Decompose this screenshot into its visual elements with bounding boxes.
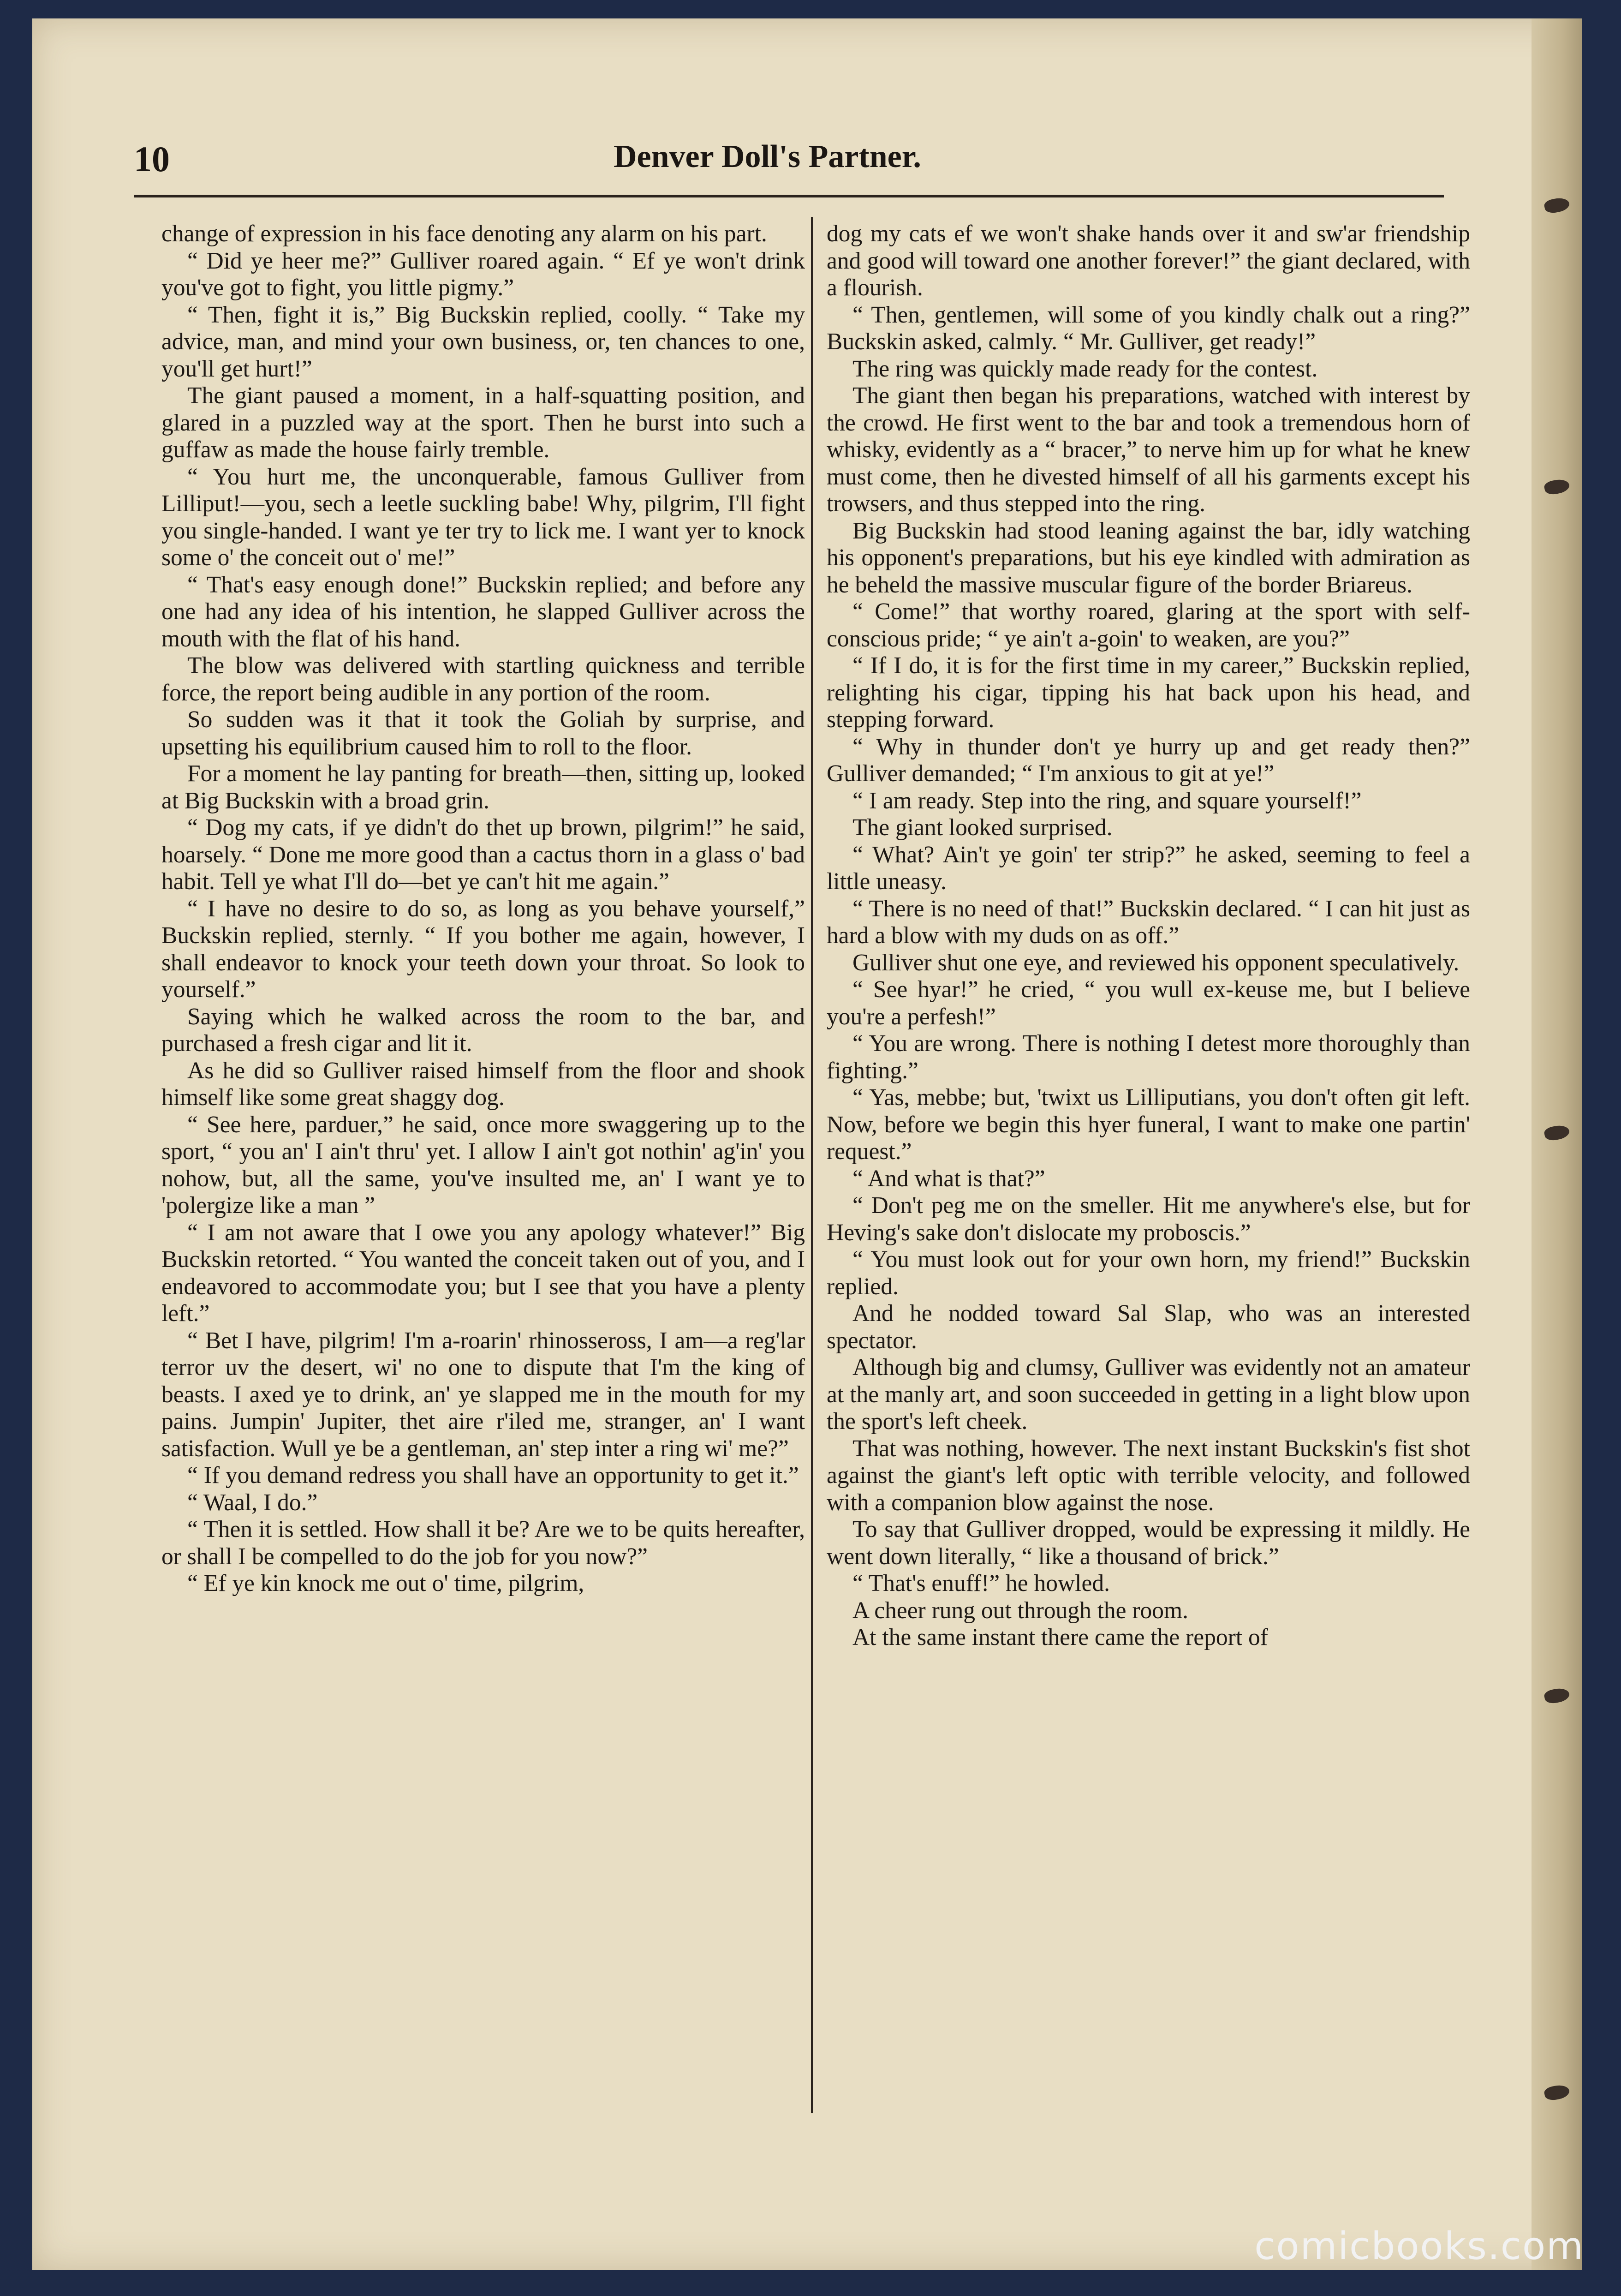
paragraph: For a moment he lay panting for breath—then, sitting up, looked at Big Buckskin with a broad grin. xyxy=(161,760,805,814)
paragraph: “ Don't peg me on the smeller. Hit me anywhere's else, but for Heving's sake don't dislocate my proboscis.” xyxy=(827,1192,1470,1246)
paragraph: dog my cats ef we won't shake hands over it and sw'ar friendship and good will toward one another forever!” the giant declared, with a flourish. xyxy=(827,221,1470,301)
paragraph: The giant paused a moment, in a half-squatting position, and glared in a puzzled way at the sport. Then he burst into such a guffaw as made the house fairly tremble. xyxy=(161,383,805,463)
paragraph: Although big and clumsy, Gulliver was evidently not an amateur at the manly art, and soon succeeded in getting in a light blow upon the sport's left cheek. xyxy=(827,1354,1470,1435)
paragraph: “ What? Ain't ye goin' ter strip?” he asked, seeming to feel a little uneasy. xyxy=(827,841,1470,895)
header-rule xyxy=(134,195,1444,197)
paragraph: The giant looked surprised. xyxy=(852,814,1113,841)
paragraph: The giant then began his preparations, watched with interest by the crowd. He first went to the bar and took a tremendous horn of whisky, evidently as a “ bracer,” to nerve him up for what he knew must come, then he divested himself of all his garments except his trowsers, and thus stepped into the ring. xyxy=(827,383,1470,517)
paragraph: “ I have no desire to do so, as long as you behave yourself,” Buckskin replied, sternly. “ If you bother me again, however, I shall endeavor to knock your teeth down your throat. So look to yourself.” xyxy=(161,895,805,1003)
paragraph: Saying which he walked across the room to the bar, and purchased a fresh cigar and lit it. xyxy=(161,1003,805,1057)
page-number: 10 xyxy=(134,139,170,179)
paragraph: “ Bet I have, pilgrim! I'm a-roarin' rhinosseross, I am—a reg'lar terror uv the desert, wi' no one to dispute that I'm the king of beasts. I axed ye to drink, an' ye slapped me in the mouth for my pains. Jumpin' Jupiter, thet aire r'iled me, stranger, an' I want satisfaction. Wull ye be a gentleman, an' step inter a ring wi' me?” xyxy=(161,1327,805,1462)
paragraph: “ You hurt me, the unconquerable, famous Gulliver from Lilliput!—you, sech a leetle suckling babe! Why, pilgrim, I'll fight you single-handed. I want ye ter try to lick me. I want yer to knock some o' the conceit out o' me!” xyxy=(161,463,805,571)
binding-stitch xyxy=(1544,1689,1569,1703)
paragraph: “ And what is that?” xyxy=(852,1165,1045,1192)
binding-stitch xyxy=(1544,1126,1569,1140)
paragraph: “ I am ready. Step into the ring, and square yourself!” xyxy=(852,787,1362,814)
paragraph: At the same instant there came the report of xyxy=(852,1624,1268,1650)
binding-gutter xyxy=(1532,18,1582,2270)
paragraph: “ You are wrong. There is nothing I detest more thoroughly than fighting.” xyxy=(827,1030,1470,1084)
paragraph: “ See hyar!” he cried, “ you wull ex-keuse me, but I believe you're a perfesh!” xyxy=(827,976,1470,1030)
paragraph: To say that Gulliver dropped, would be expressing it mildly. He went down literally, “ like a thousand of brick.” xyxy=(827,1516,1470,1570)
binding-stitch xyxy=(1544,198,1569,212)
text-column-right xyxy=(827,221,1470,1651)
paragraph: As he did so Gulliver raised himself from the floor and shook himself like some great shaggy dog. xyxy=(161,1057,805,1111)
paragraph: Gulliver shut one eye, and reviewed his opponent speculatively. xyxy=(852,949,1460,976)
binding-stitch xyxy=(1544,2086,1569,2099)
paragraph: “ I am not aware that I owe you any apology whatever!” Big Buckskin retorted. “ You wanted the conceit taken out of you, and I endeavored to accommodate you; but I see that you have a plenty left.” xyxy=(161,1219,805,1327)
paragraph: “ You must look out for your own horn, my friend!” Buckskin replied. xyxy=(827,1246,1470,1300)
paragraph: “ That's easy enough done!” Buckskin replied; and before any one had any idea of his intention, he slapped Gulliver across the mouth with the flat of his hand. xyxy=(161,571,805,652)
binding-stitch xyxy=(1544,480,1569,494)
watermark: comicbooks.com xyxy=(1254,2224,1584,2268)
paragraph: “ If I do, it is for the first time in my career,” Buckskin replied, relighting his cigar, tipping his hat back upon his head, and stepping forward. xyxy=(827,652,1470,733)
paragraph: “ Yas, mebbe; but, 'twixt us Lilliputians, you don't often git left. Now, before we begin this hyer funeral, I want to make one partin' request.” xyxy=(827,1084,1470,1165)
paragraph: “ Why in thunder don't ye hurry up and get ready then?” Gulliver demanded; “ I'm anxious to git at ye!” xyxy=(827,733,1470,787)
paragraph: Big Buckskin had stood leaning against the bar, idly watching his opponent's preparations, but his eye kindled with admiration as he beheld the massive muscular figure of the border Briareus. xyxy=(827,517,1470,598)
paragraph: “ Then it is settled. How shall it be? Are we to be quits hereafter, or shall I be compelled to do the job for you now?” xyxy=(161,1516,805,1570)
paragraph: “ If you demand redress you shall have an opportunity to get it.” xyxy=(187,1462,799,1489)
paragraph: “ Waal, I do.” xyxy=(187,1489,318,1516)
running-title: Denver Doll's Partner. xyxy=(614,139,921,174)
page-header xyxy=(134,134,1444,189)
text-column-left xyxy=(161,221,805,1597)
paragraph: That was nothing, however. The next instant Buckskin's fist shot against the giant's left optic with terrible velocity, and followed with a companion blow against the nose. xyxy=(827,1435,1470,1516)
paragraph: “ Did ye heer me?” Gulliver roared again. “ Ef ye won't drink you've got to fight, you little pigmy.” xyxy=(161,247,805,301)
paragraph: “ There is no need of that!” Buckskin declared. “ I can hit just as hard a blow with my duds on as off.” xyxy=(827,895,1470,949)
paragraph: change of expression in his face denoting any alarm on his part. xyxy=(161,221,767,247)
column-divider xyxy=(811,217,813,2113)
paragraph: “ Dog my cats, if ye didn't do thet up brown, pilgrim!” he said, hoarsely. “ Done me more good than a cactus thorn in a glass o' bad habit. Tell ye what I'll do—bet ye can't hit me again.” xyxy=(161,814,805,895)
paragraph: “ See here, parduer,” he said, once more swaggering up to the sport, “ you an' I ain't thru' yet. I allow I ain't got nothin' ag'in' you nohow, but, all the same, you've insulted me, an' I want ye to 'polergize like a man ” xyxy=(161,1111,805,1219)
paragraph: A cheer rung out through the room. xyxy=(852,1597,1188,1624)
paragraph: The ring was quickly made ready for the contest. xyxy=(852,355,1318,382)
paragraph: The blow was delivered with startling quickness and terrible force, the report being audible in any portion of the room. xyxy=(161,652,805,706)
paragraph: “ Then, fight it is,” Big Buckskin replied, coolly. “ Take my advice, man, and mind your own business, or, ten chances to one, you'll get hurt!” xyxy=(161,301,805,382)
paragraph: So sudden was it that it took the Goliah by surprise, and upsetting his equilibrium caused him to roll to the floor. xyxy=(161,706,805,760)
paragraph: “ Then, gentlemen, will some of you kindly chalk out a ring?” Buckskin asked, calmly. “ Mr. Gulliver, get ready!” xyxy=(827,301,1470,355)
paragraph: And he nodded toward Sal Slap, who was an interested spectator. xyxy=(827,1300,1470,1354)
paragraph: “ That's enuff!” he howled. xyxy=(852,1570,1110,1596)
paragraph: “ Ef ye kin knock me out o' time, pilgrim, xyxy=(187,1570,584,1596)
paragraph: “ Come!” that worthy roared, glaring at the sport with self-conscious pride; “ ye ain't a-goin' to weaken, are you?” xyxy=(827,598,1470,652)
